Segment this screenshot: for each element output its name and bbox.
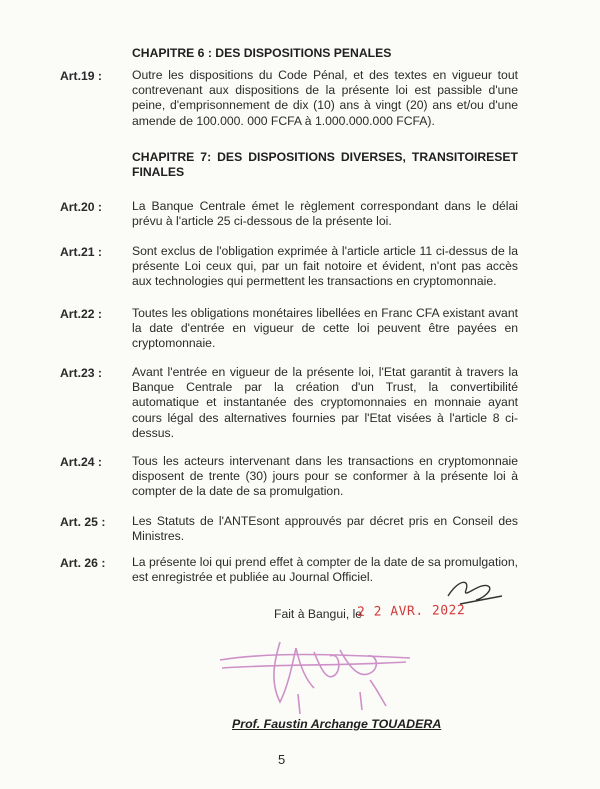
article-text: Les Statuts de l'ANTEsont approuvés par décret pris en Conseil des Ministres. (132, 514, 518, 544)
article-label: Art.20 : (60, 200, 102, 214)
article-text: Sont exclus de l'obligation exprimée à l'article article 11 ci-dessus de la présente Loi ceux qui, par un fait notoire et évident, n'ont pas accès aux technologies qui permettent les transactions en cryptomonnaie. (132, 244, 518, 289)
article-label: Art.19 : (60, 69, 102, 83)
article-text: La Banque Centrale émet le règlement correspondant dans le délai prévu à l'article 25 ci-dessous de la présente loi. (132, 199, 518, 229)
page-number: 5 (278, 752, 286, 767)
article-label: Art.21 : (60, 245, 102, 259)
chapter-6-title: CHAPITRE 6 : DES DISPOSITIONS PENALES (132, 46, 392, 60)
presidential-signature (210, 622, 430, 718)
chapter-7-title: CHAPITRE 7: DES DISPOSITIONS DIVERSES, TRANSITOIRESET FINALES (132, 150, 518, 179)
article-label: Art. 25 : (60, 515, 106, 529)
date-stamp: 2 2 AVR. 2022 (356, 603, 466, 620)
article-label: Art.23 : (60, 366, 102, 380)
article-label: Art.24 : (60, 455, 102, 469)
article-text: Outre les dispositions du Code Pénal, et des textes en vigueur tout contrevenant aux dispositions de la présente loi est passible d'une peine, d'emprisonnement de dix (10) ans à vingt (20) ans et/ou d'une amende de 100.000. 000 FCFA à 1.000.000.000 FCFA). (132, 68, 518, 128)
article-text: Toutes les obligations monétaires libellées en Franc CFA existant avant la date d'entrée en vigueur de cette loi peuvent être payées en cryptomonnaie. (132, 306, 518, 351)
article-text: La présente loi qui prend effet à compter de la date de sa promulgation, est enregistrée et publiée au Journal Officiel. (132, 555, 518, 585)
article-label: Art. 26 : (60, 556, 106, 570)
place-date-line: Fait à Bangui, le (274, 607, 363, 621)
signer-name: Prof. Faustin Archange TOUADERA (232, 717, 442, 731)
article-label: Art.22 : (60, 307, 102, 321)
article-text: Avant l'entrée en vigueur de la présente loi, l'Etat garantit à travers la Banque Centrale par la création d'un Trust, la convertibilité automatique et instantanée des cryptomonnaies en monnaie ayant cours légal des alternatives fournies par l'Etat visées à l'article 8 ci-dessus. (132, 365, 518, 440)
article-text: Tous les acteurs intervenant dans les transactions en cryptomonnaie disposent de trente (30) jours pour se conformer à la présente loi à compter de la date de sa promulgation. (132, 454, 518, 499)
